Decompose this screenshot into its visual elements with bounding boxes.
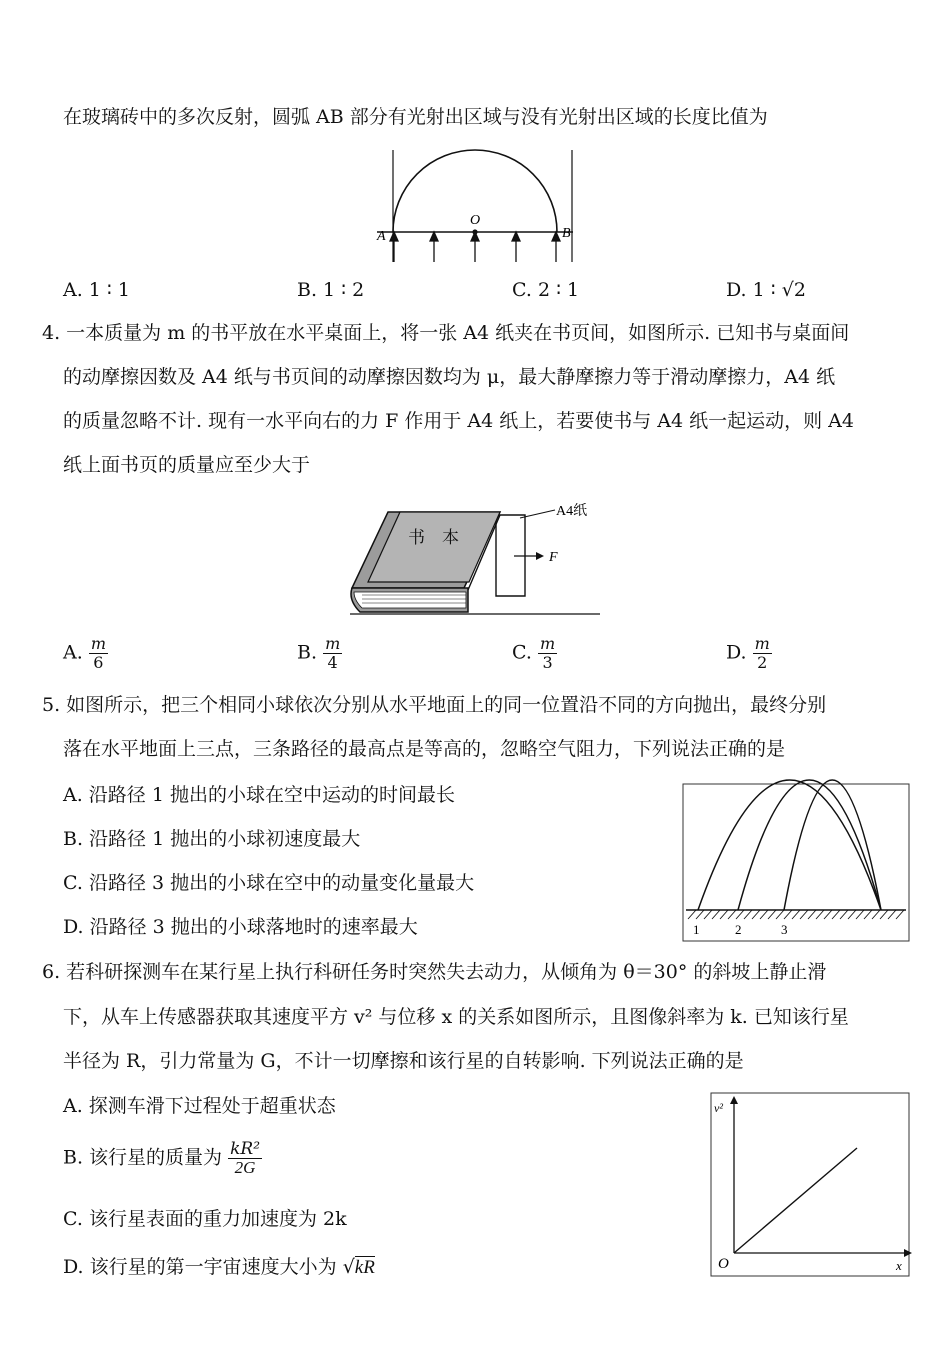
path-label-1: 1: [693, 922, 700, 937]
q6-option-c: C. 该行星表面的重力加速度为 2k: [63, 1208, 347, 1230]
q4-stem-line-1: 4. 一本质量为 m 的书平放在水平桌面上，将一张 A4 纸夹在书页间，如图所示. 已知书与桌面间: [42, 322, 850, 344]
book-label: 书 本: [408, 528, 459, 547]
q6-option-d: D. 该行星的第一宇宙速度大小为 √kR: [63, 1256, 375, 1278]
q6-option-a: A. 探测车滑下过程处于超重状态: [63, 1095, 336, 1117]
q3-option-b: B. 1 ∶ 2: [297, 279, 365, 301]
q5-option-d: D. 沿路径 3 抛出的小球落地时的速率最大: [63, 916, 418, 938]
origin-label: O: [718, 1256, 729, 1272]
q5-stem-line-1: 5. 如图所示，把三个相同小球依次分别从水平地面上的同一位置沿不同的方向抛出，最终分别: [42, 694, 827, 716]
q5-option-b: B. 沿路径 1 抛出的小球初速度最大: [63, 828, 361, 850]
q5-stem-line-2: 落在水平地面上三点，三条路径的最高点是等高的，忽略空气阻力，下列说法正确的是: [63, 738, 786, 760]
q4-stem-line-3: 的质量忽略不计. 现有一水平向右的力 F 作用于 A4 纸上，若要使书与 A4 纸一起运动，则 A4: [63, 410, 854, 432]
q4-option-b: B. $\frac{m}{4}$: [297, 634, 341, 672]
q4-option-a: A. $\frac{m}{6}$: [63, 634, 106, 672]
q6-stem-line-1: 6. 若科研探测车在某行星上执行科研任务时突然失去动力，从倾角为 θ＝30° 的斜坡上静止滑: [42, 961, 827, 983]
label-o: O: [470, 213, 481, 228]
q6-option-b: B. 该行星的质量为 $\frac{\text{kR²}}{2G}$: [63, 1139, 261, 1177]
q4-stem-line-2: 的动摩擦因数及 A4 纸与书页间的动摩擦因数均为 μ，最大静摩擦力等于滑动摩擦力，A4 纸: [63, 366, 836, 388]
a4-paper-label: A4纸: [556, 504, 588, 519]
q4-stem-line-4: 纸上面书页的质量应至少大于: [63, 454, 311, 476]
q6-stem-line-2: 下，从车上传感器获取其速度平方 v² 与位移 x 的关系如图所示，且图像斜率为 k. 已知该行星: [63, 1006, 849, 1028]
x-axis-label: x: [896, 1258, 902, 1273]
q3-text-line: 在玻璃砖中的多次反射，圆弧 AB 部分有光射出区域与没有光射出区域的长度比值为: [63, 106, 768, 128]
label-a: A: [377, 229, 386, 244]
q3-option-c: C. 2 ∶ 1: [512, 279, 580, 301]
force-label: F: [549, 550, 558, 565]
label-b: B: [562, 226, 571, 241]
path-label-3: 3: [781, 922, 788, 937]
q5-option-c: C. 沿路径 3 抛出的小球在空中的动量变化量最大: [63, 872, 475, 894]
q6-stem-line-3: 半径为 R，引力常量为 G，不计一切摩擦和该行星的自转影响. 下列说法正确的是: [63, 1050, 744, 1072]
sqrt-sign: √: [342, 1256, 355, 1278]
q4-option-c: C. $\frac{m}{3}$: [512, 634, 556, 672]
q3-option-a: A. 1 ∶ 1: [63, 279, 131, 301]
path-label-2: 2: [735, 922, 742, 937]
y-axis-label: v²: [714, 1101, 723, 1115]
q4-option-d: D. $\frac{m}{2}$: [726, 634, 770, 672]
q5-option-a: A. 沿路径 1 抛出的小球在空中运动的时间最长: [63, 784, 455, 806]
q3-option-d: D. 1 ∶ √2: [726, 279, 806, 301]
